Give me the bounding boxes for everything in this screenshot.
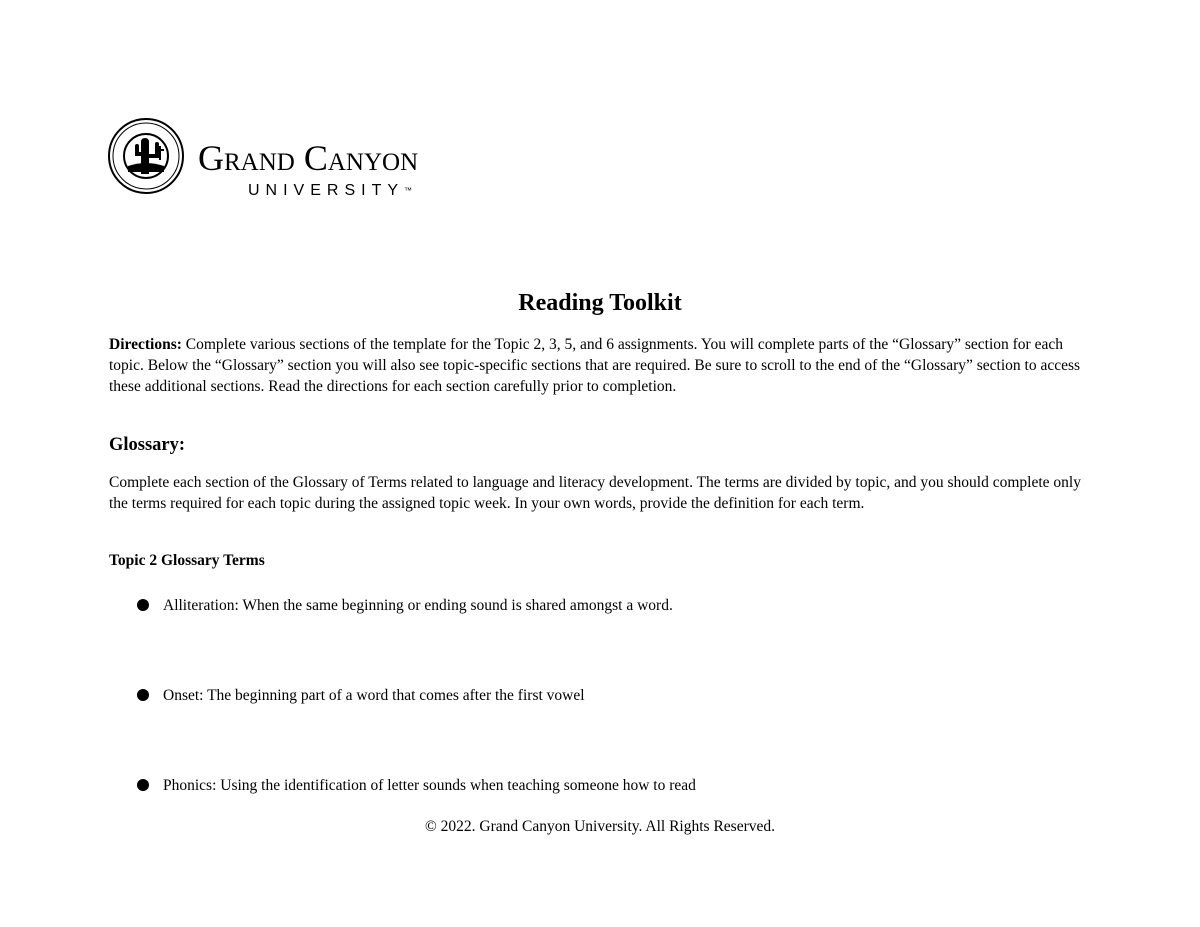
trademark-symbol: ™ [404, 186, 413, 195]
bullet-icon [137, 779, 149, 791]
document-title: Reading Toolkit [518, 290, 682, 316]
glossary-heading: Glossary: [109, 435, 186, 455]
glossary-term-item [137, 685, 585, 706]
directions-text: Complete various sections of the template for the Topic 2, 3, 5, and 6 assignments. You will complete parts of the “Glossary” section for each topic. Below the “Glossary” section you will also see topic-specific sections that are required. Be sure to scroll to the end of the “Glossary” section to access these additional sections. Read the directions for each section carefully prior to completion. [109, 336, 1081, 395]
logo-subtitle [248, 182, 412, 200]
bullet-icon [137, 689, 149, 701]
glossary-term-item [137, 595, 673, 616]
topic-heading: Topic 2 Glossary Terms [109, 552, 265, 569]
university-logo [108, 116, 488, 202]
bullet-icon [137, 599, 149, 611]
glossary-term-text: Alliteration: When the same beginning or ending sound is shared amongst a word. [163, 597, 673, 614]
glossary-paragraph: Complete each section of the Glossary of Terms related to language and literacy development. The terms are divided by topic, and you should complete only the terms required for each topic during the assigned topic week. In your own words, provide the definition for each term. [109, 474, 1081, 512]
glossary-term-text: Phonics: Using the identification of letter sounds when teaching someone how to read [163, 777, 696, 794]
directions-label: Directions: [109, 336, 182, 353]
university-seal-icon [108, 116, 192, 200]
directions-paragraph [109, 334, 1094, 397]
logo-sub-text: UNIVERSITY [248, 182, 405, 199]
glossary-term-item [137, 775, 696, 796]
copyright-footer: © 2022. Grand Canyon University. All Rights Reserved. [424, 818, 775, 835]
logo-name: Grand Canyon [198, 138, 419, 178]
glossary-term-text: Onset: The beginning part of a word that comes after the first vowel [163, 687, 585, 704]
